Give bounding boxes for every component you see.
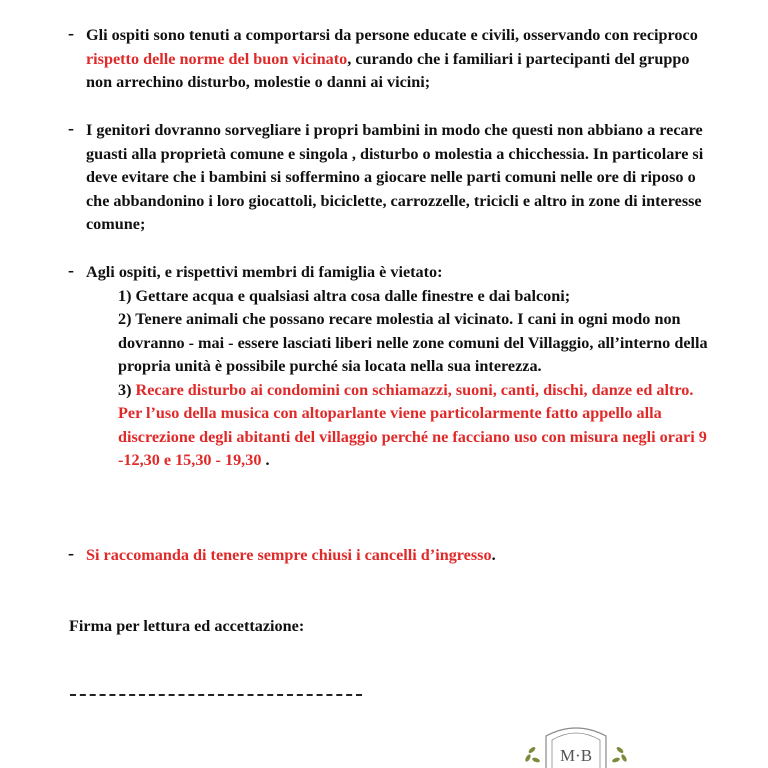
- signature-label: Firma per lettura ed accettazione:: [69, 617, 305, 635]
- rule-end: .: [491, 546, 496, 564]
- rule-prohibitions: [68, 260, 716, 473]
- highlight-text: Si raccomanda di tenere sempre chiusi i cancelli d’ingresso: [86, 546, 492, 564]
- rule-children: [68, 118, 716, 237]
- bullet-dash: -: [68, 543, 74, 563]
- prohibition-item-3: [86, 379, 716, 473]
- rule-text: Gli ospiti sono tenuti a comportarsi da persone educate e civili, osservando con reciproco: [86, 26, 698, 44]
- highlight-text: Recare disturbo ai condomini con schiamazzi, suoni, canti, dischi, danze ed altro. Per l’uso della musica con altoparlante viene particolarmente fatto appello alla discrezione degli abitanti del villaggio perché ne facciano uso con misura negli orari 9 -12,30 e 15,30 - 19,30: [118, 380, 707, 469]
- prohibitions-intro: Agli ospiti, e rispettivi membri di famiglia è vietato:: [86, 263, 443, 281]
- rule-gates: [68, 543, 716, 568]
- rule-text: I genitori dovranno sorvegliare i propri bambini in modo che questi non abbiano a recare guasti alla proprietà comune e singola , disturbo o molestia a chicchessia. In particolare si deve evitare che i bambini si soffermino a giocare nelle parti comuni nelle ore di riposo o che abbandonino i loro giocattoli, biciclette, carrozzelle, tricicli e altro in zone di interesse comune;: [86, 121, 704, 233]
- bullet-dash: -: [68, 23, 74, 43]
- laurel-left-icon: [524, 746, 540, 763]
- signature-line: [70, 694, 362, 696]
- highlight-text: rispetto delle norme del buon vicinato: [86, 49, 348, 68]
- bullet-dash: -: [68, 118, 74, 138]
- item-end: .: [261, 451, 270, 469]
- prohibition-item-1: 1) Gettare acqua e qualsiasi altra cosa dalle finestre e dai balconi;: [118, 286, 571, 305]
- rule-text: , curando che i familiari i partecipanti del gruppo non arrechino disturbo, molestie o danni ai vicini;: [86, 49, 690, 91]
- prohibition-item-2: 2) Tenere animali che possano recare molestia al vicinato. I cani in ogni modo non dovranno - mai - essere lasciati liberi nelle zone comuni del Villaggio, all’interno della propria unità è possibile purché sia locata nella sua interezza.: [118, 310, 708, 375]
- logo-letters: M·B: [559, 746, 593, 765]
- item-number: 3): [118, 380, 136, 399]
- bullet-dash: -: [68, 260, 74, 280]
- laurel-right-icon: [612, 746, 628, 763]
- logo: [520, 722, 632, 768]
- rule-guest-behavior: [68, 23, 716, 95]
